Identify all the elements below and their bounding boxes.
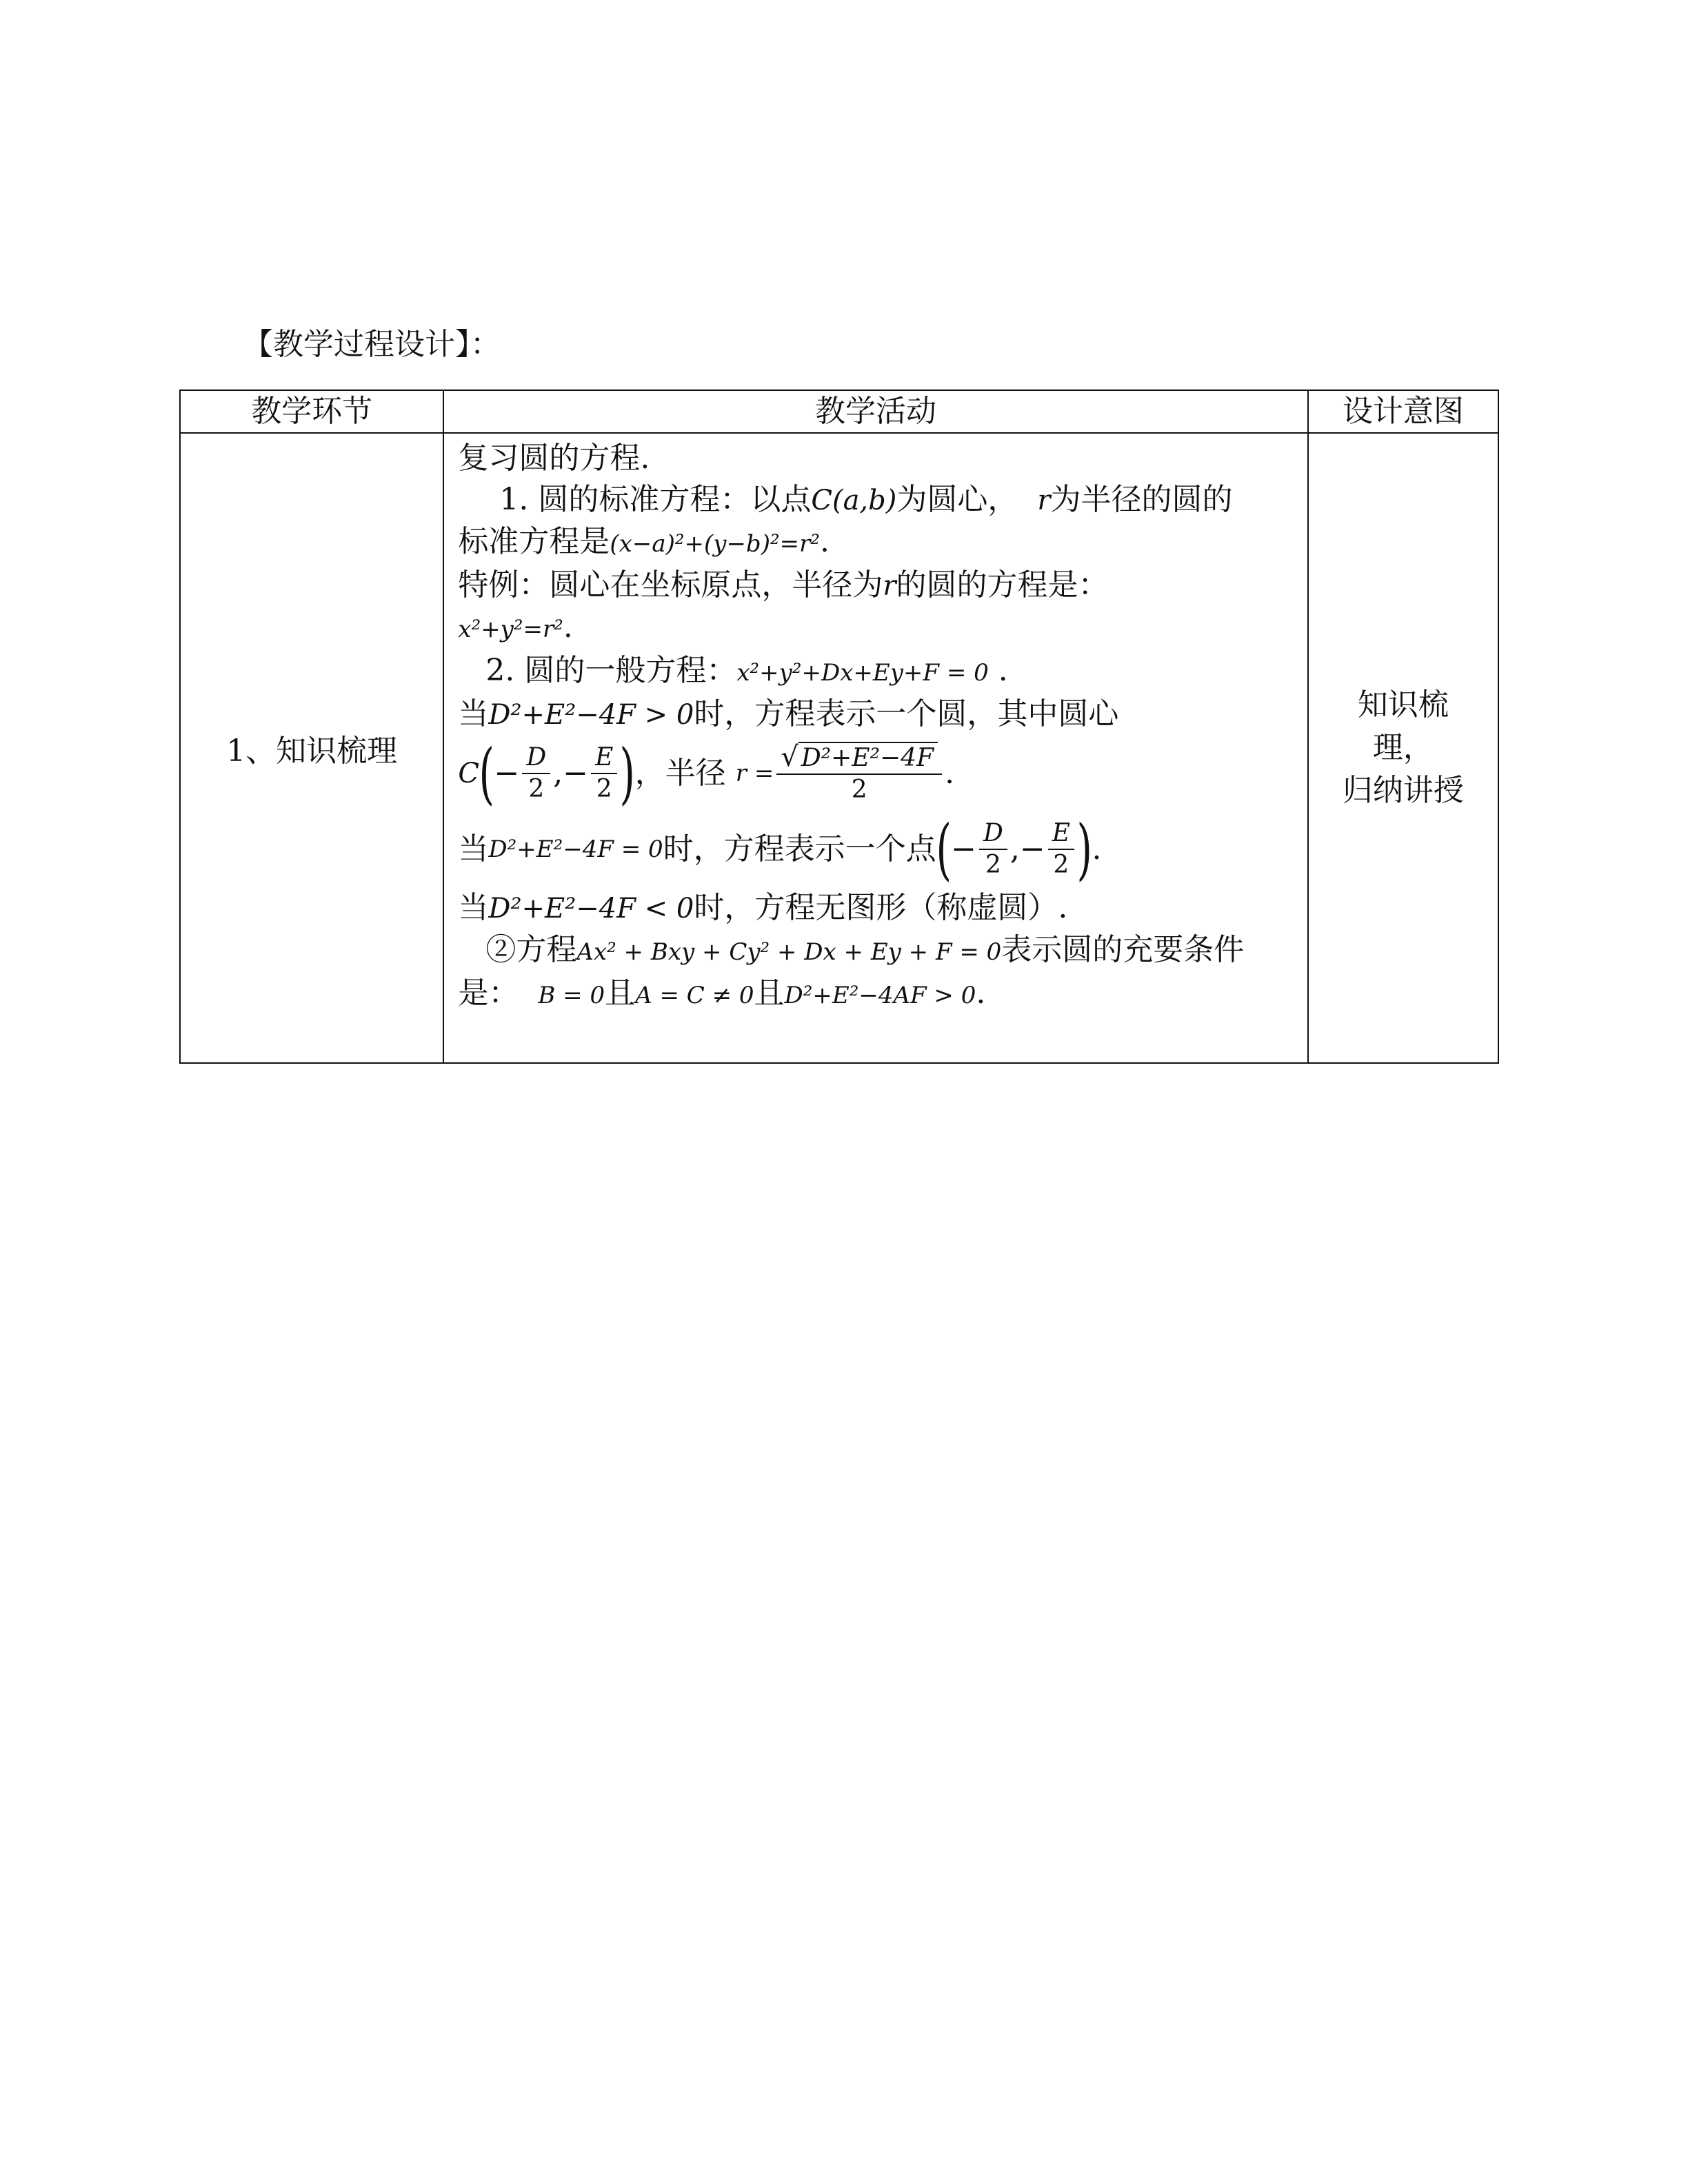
fraction: [591, 742, 617, 805]
fraction: [522, 742, 550, 805]
text: 时，方程表示一个圆，其中圆心: [694, 696, 1119, 731]
intent-line: 知识梳: [1357, 687, 1449, 722]
header-intent: 设计意图: [1308, 390, 1498, 433]
formula: D²+E²−4F = 0: [488, 836, 663, 863]
radicand: D²+E²−4F: [798, 742, 938, 774]
formula: r: [883, 570, 896, 602]
formula: C(a,b): [811, 485, 897, 516]
fraction: [979, 818, 1007, 880]
text: .: [988, 653, 1008, 688]
header-stage: 教学环节: [180, 390, 443, 433]
text: 时，方程表示一个点: [663, 831, 936, 867]
activity-line-center-radius: [458, 736, 1301, 811]
table-header-row: [180, 390, 1498, 433]
text: 当: [458, 890, 489, 925]
numerator: D: [522, 742, 550, 774]
text: 且: [754, 975, 785, 1011]
radius-fraction: [776, 742, 942, 805]
denominator: 2: [596, 775, 612, 803]
fraction: [1048, 818, 1074, 880]
activity-line-imaginary-condition: [458, 887, 1301, 929]
formula: r: [1037, 485, 1051, 516]
text: .: [945, 756, 955, 791]
minus: −: [951, 831, 976, 867]
left-paren: (: [479, 735, 494, 812]
numerator: D: [979, 818, 1007, 850]
header-activity: 教学活动: [443, 390, 1307, 433]
activity-line-review: 复习圆的方程.: [458, 441, 650, 476]
numerator: [776, 742, 942, 775]
formula: (x−a)²+(y−b)²=r²: [610, 530, 820, 558]
text: 是：: [458, 975, 519, 1011]
activity-line-standard-form: [458, 521, 1301, 565]
text: .: [563, 609, 573, 645]
text: 表示圆的充要条件: [1001, 932, 1245, 967]
activity-line-point-condition: [458, 811, 1301, 887]
stage-cell: 1、知识梳理: [180, 433, 443, 1063]
sqrt-sign: √: [781, 741, 798, 773]
denominator: 2: [851, 776, 867, 804]
formula: x²+y²=r²: [458, 616, 563, 643]
table-row: [180, 433, 1498, 1063]
intent-cell: [1308, 433, 1498, 1063]
right-paren: ): [619, 735, 636, 812]
text: .: [819, 524, 830, 559]
section-heading: 【教学过程设计】：: [243, 327, 501, 362]
activity-line-general-quadratic: [458, 929, 1301, 973]
formula: C: [458, 758, 479, 789]
activity-line-standard-eq: [458, 479, 1301, 521]
minus: −: [494, 756, 520, 791]
text: .: [976, 975, 986, 1011]
text: .: [1092, 831, 1102, 867]
numerator: E: [591, 742, 617, 774]
formula: Ax² + Bxy + Cy² + Dx + Ey + F = 0: [576, 938, 1002, 966]
formula: D²+E²−4AF > 0: [784, 982, 976, 1009]
formula: x²+y²+Dx+Ey+F = 0: [736, 659, 989, 687]
activity-line-circle-condition: [458, 694, 1301, 736]
right-paren: ): [1076, 811, 1092, 888]
text: 1. 圆的标准方程：以点: [499, 482, 812, 517]
formula: B = 0: [538, 982, 605, 1009]
text: 当: [458, 831, 489, 867]
left-paren: (: [936, 811, 952, 888]
text: 时，方程无图形（称虚圆）.: [694, 890, 1068, 925]
text: ，半径: [634, 756, 726, 791]
comma: ,−: [553, 756, 589, 791]
denominator: 2: [985, 851, 1001, 879]
activity-line-general-eq: [458, 650, 1301, 694]
intent-line: 归纳讲授: [1342, 773, 1464, 808]
comma: ,−: [1009, 831, 1045, 867]
activity-line-necessary-sufficient: [458, 973, 1301, 1016]
text: 特例：圆心在坐标原点，半径为: [458, 567, 883, 603]
activity-line-special-case: [458, 565, 1301, 607]
formula: A = C ≠ 0: [635, 982, 754, 1009]
numerator: E: [1048, 818, 1074, 850]
activity-cell: [443, 433, 1307, 1063]
text: 标准方程是: [458, 524, 610, 559]
text: 的圆的方程是：: [896, 567, 1109, 603]
intent-line: 理，: [1372, 730, 1434, 765]
text: 当: [458, 696, 489, 731]
denominator: 2: [528, 775, 545, 803]
formula: D²+E²−4F > 0: [488, 699, 694, 731]
text: 为半径的圆的: [1050, 482, 1233, 517]
activity-line-origin-eq: [458, 607, 1301, 650]
teaching-process-table: [179, 390, 1499, 1064]
formula: D²+E²−4F < 0: [488, 893, 694, 924]
formula: r =: [735, 760, 774, 787]
denominator: 2: [1053, 851, 1069, 879]
text: 为圆心，: [896, 482, 1018, 517]
text: ②方程: [485, 932, 577, 967]
text: 2. 圆的一般方程：: [485, 653, 737, 688]
text: 且: [605, 975, 636, 1011]
